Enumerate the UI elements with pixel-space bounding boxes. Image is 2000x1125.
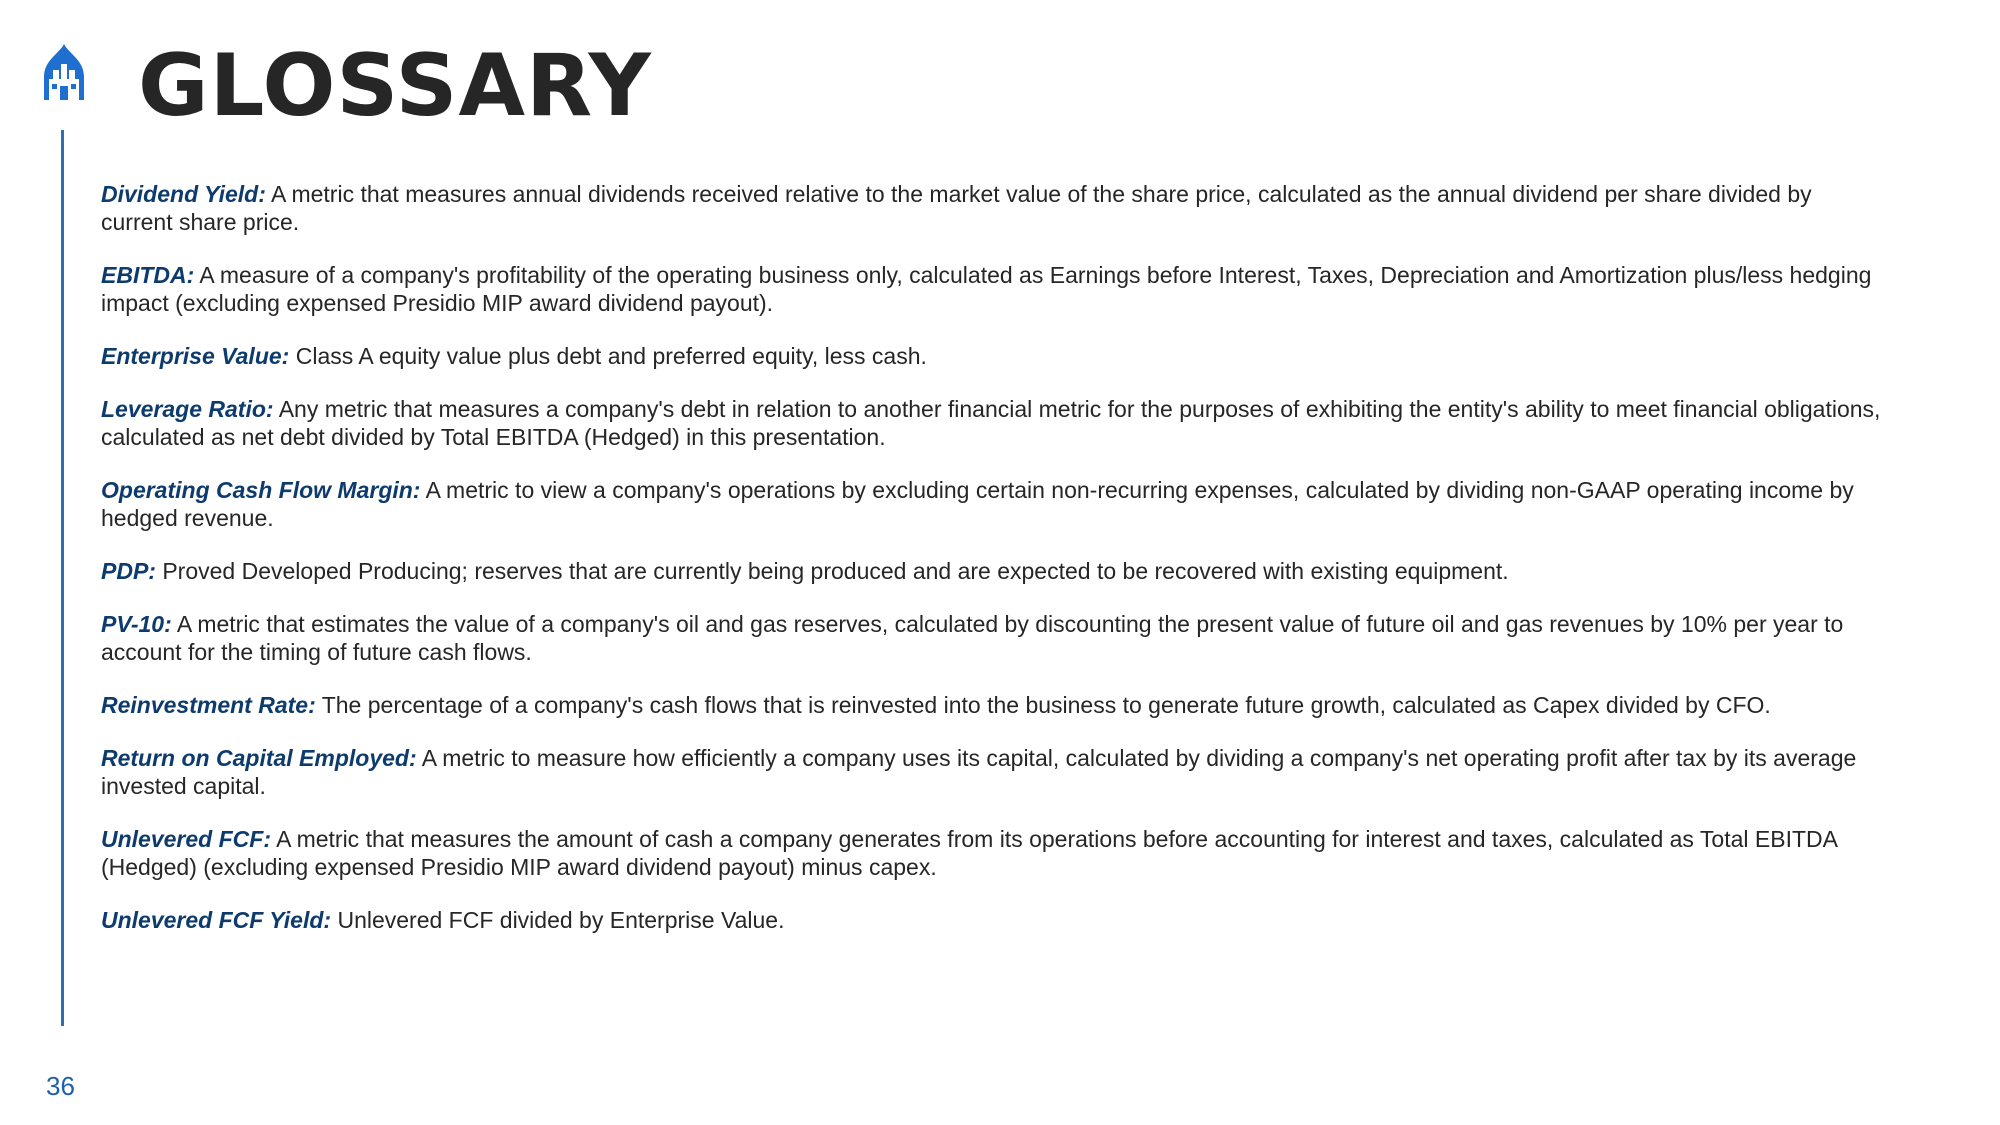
glossary-definition: A measure of a company's profitability of the operating business only, calculated as Earnings before Interest, Taxes, Depreciation and Amortization plus/less hedging impact (excluding expensed Presidio MIP award dividend payout).	[101, 262, 1872, 316]
glossary-entry	[101, 610, 1881, 666]
vertical-divider	[61, 130, 64, 1026]
glossary-entry	[101, 825, 1881, 881]
glossary-definition: Class A equity value plus debt and preferred equity, less cash.	[295, 343, 927, 369]
glossary-term: PV-10:	[101, 611, 172, 637]
glossary-term: Unlevered FCF Yield:	[101, 907, 332, 933]
glossary-term: EBITDA:	[101, 262, 195, 288]
glossary-definition: Any metric that measures a company's debt in relation to another financial metric for the purposes of exhibiting the entity's ability to meet financial obligations, calculated as net debt divided by Total EBITDA (Hedged) in this presentation.	[101, 396, 1881, 450]
glossary-term: Operating Cash Flow Margin:	[101, 477, 421, 503]
glossary-definition: A metric that measures annual dividends received relative to the market value of the share price, calculated as the annual dividend per share divided by current share price.	[101, 181, 1812, 235]
glossary-definition: A metric to view a company's operations by excluding certain non-recurring expenses, calculated by dividing non-GAAP operating income by hedged revenue.	[101, 477, 1854, 531]
glossary-definition: Unlevered FCF divided by Enterprise Value.	[337, 907, 785, 933]
glossary-term: PDP:	[101, 558, 156, 584]
glossary-entry	[101, 744, 1881, 800]
page-number: 36	[46, 1071, 75, 1101]
glossary-term: Return on Capital Employed:	[101, 745, 417, 771]
glossary-entry	[101, 691, 1881, 719]
glossary-entry	[101, 342, 1881, 370]
glossary-list	[101, 180, 1881, 959]
glossary-definition: A metric that measures the amount of cash a company generates from its operations before accounting for interest and taxes, calculated as Total EBITDA (Hedged) (excluding expensed Presidio MIP award dividend payout) minus capex.	[101, 826, 1837, 880]
glossary-term: Unlevered FCF:	[101, 826, 271, 852]
glossary-entry	[101, 476, 1881, 532]
glossary-entry	[101, 180, 1881, 236]
glossary-definition: Proved Developed Producing; reserves that are currently being produced and are expected to be recovered with existing equipment.	[162, 558, 1509, 584]
glossary-entry	[101, 395, 1881, 451]
glossary-entry	[101, 261, 1881, 317]
flame-building-icon	[38, 44, 90, 104]
glossary-entry	[101, 557, 1881, 585]
glossary-term: Reinvestment Rate:	[101, 692, 316, 718]
glossary-term: Leverage Ratio:	[101, 396, 274, 422]
glossary-entry	[101, 906, 1881, 934]
glossary-term: Enterprise Value:	[101, 343, 290, 369]
glossary-definition: A metric that estimates the value of a company's oil and gas reserves, calculated by discounting the present value of future oil and gas revenues by 10% per year to account for the timing of future cash flows.	[101, 611, 1844, 665]
glossary-definition: The percentage of a company's cash flows that is reinvested into the business to generate future growth, calculated as Capex divided by CFO.	[321, 692, 1771, 718]
glossary-definition: A metric to measure how efficiently a company uses its capital, calculated by dividing a company's net operating profit after tax by its average invested capital.	[101, 745, 1857, 799]
page-title: GLOSSARY	[138, 36, 652, 136]
glossary-term: Dividend Yield:	[101, 181, 266, 207]
